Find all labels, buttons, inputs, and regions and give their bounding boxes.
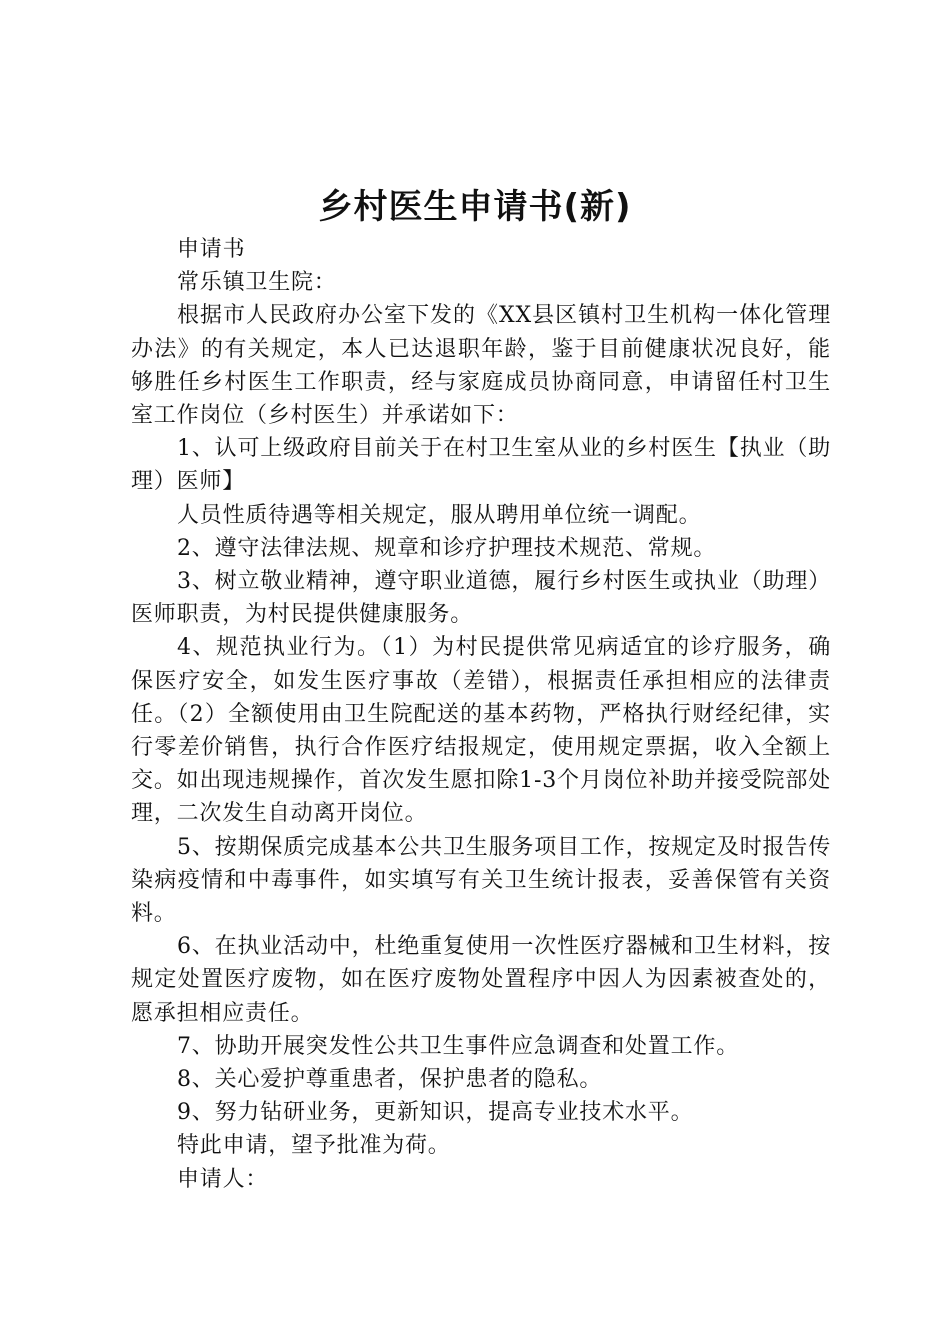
- paragraph-closing: 特此申请，望予批准为荷。: [177, 1133, 451, 1159]
- paragraph-intro: 根据市人民政府办公室下发的《XX县区镇村卫生机构一体化管理办法》的有关规定，本人已达退职年龄，鉴于目前健康状况良好，能够胜任乡村医生工作职责，经与家庭成员协商同意，申请留任村卫生室工作岗位（乡村医生）并承诺如下：: [131, 303, 831, 429]
- paragraph-item-4: 4、规范执业行为。（1）为村民提供常见病适宜的诊疗服务，确保医疗安全，如发生医疗事故（差错），根据责任承担相应的法律责任。（2）全额使用由卫生院配送的基本药物，严格执行财经纪律，实行零差价销售，执行合作医疗结报规定，使用规定票据，收入全额上交。如出现违规操作，首次发生愿扣除1-3个月岗位补助并接受院部处理，二次发生自动离开岗位。: [131, 635, 831, 827]
- paragraph-item-1: 1、认可上级政府目前关于在村卫生室从业的乡村医生【执业（助理）医师】: [131, 436, 831, 495]
- paragraph-item-1-cont: 人员性质待遇等相关规定，服从聘用单位统一调配。: [177, 502, 702, 528]
- paragraph-signature: 申请人：: [177, 1166, 269, 1192]
- paragraph-item-5: 5、按期保质完成基本公共卫生服务项目工作，按规定及时报告传染病疫情和中毒事件，如实填写有关卫生统计报表，妥善保管有关资料。: [131, 834, 831, 927]
- paragraph-item-6: 6、在执业活动中，杜绝重复使用一次性医疗器械和卫生材料，按规定处置医疗废物，如在医疗废物处置程序中因人为因素被查处的，愿承担相应责任。: [131, 934, 831, 1026]
- paragraph-heading: 申请书: [177, 237, 246, 262]
- paragraph-item-2: 2、遵守法律法规、规章和诊疗护理技术规范、常规。: [177, 535, 717, 561]
- document-title: 乡村医生申请书(新): [318, 187, 632, 227]
- paragraph-item-8: 8、关心爱护尊重患者，保护患者的隐私。: [177, 1067, 603, 1093]
- paragraph-item-9: 9、努力钻研业务，更新知识，提高专业技术水平。: [177, 1100, 694, 1126]
- document-body: [131, 233, 831, 1196]
- paragraph-addressee: 常乐镇卫生院：: [177, 270, 337, 296]
- paragraph-item-7: 7、协助开展突发性公共卫生事件应急调查和处置工作。: [177, 1033, 739, 1059]
- paragraph-item-3: 3、树立敬业精神，遵守职业道德，履行乡村医生或执业（助理）医师职责，为村民提供健康服务。: [131, 569, 831, 628]
